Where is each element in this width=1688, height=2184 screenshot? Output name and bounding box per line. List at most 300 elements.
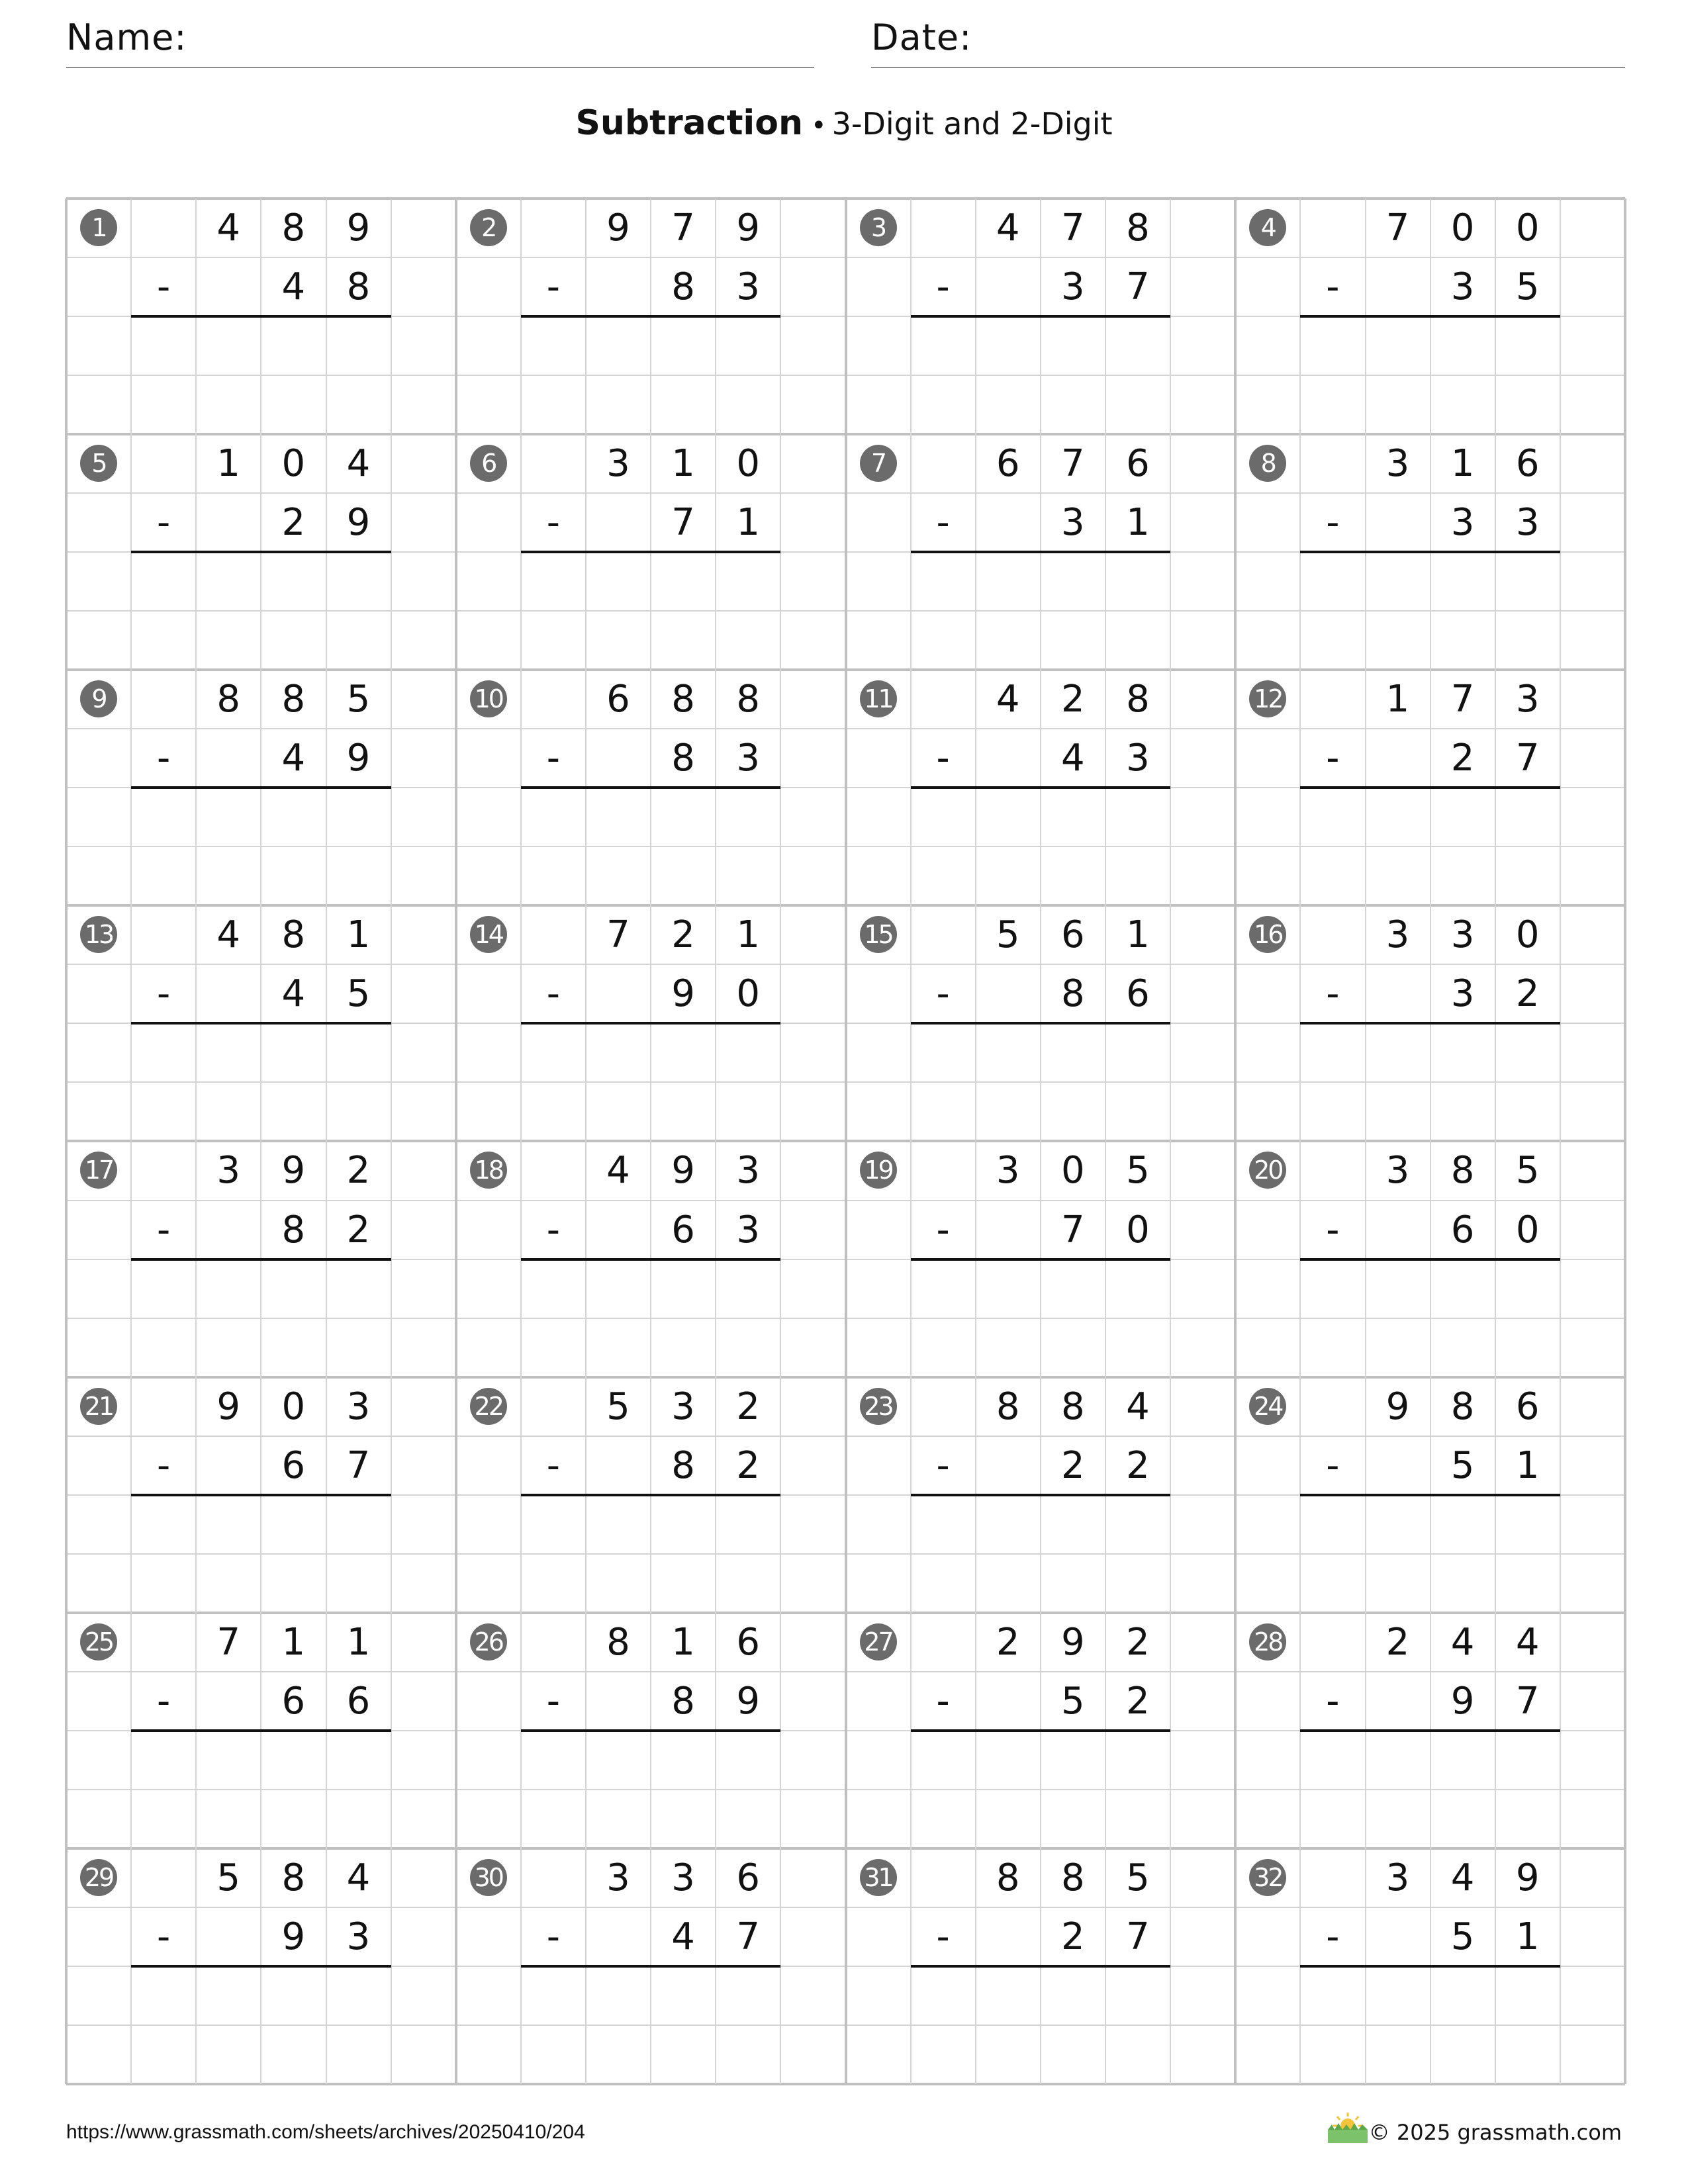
answer-cell[interactable] <box>1041 846 1105 905</box>
problem-number-badge: 18 <box>470 1152 507 1189</box>
answer-cell[interactable] <box>586 1259 651 1318</box>
answer-cell[interactable] <box>1366 1082 1430 1141</box>
answer-cell[interactable] <box>196 1023 261 1082</box>
answer-cell[interactable] <box>976 788 1041 846</box>
answer-cell[interactable] <box>1495 846 1560 905</box>
answer-cell[interactable] <box>1430 375 1495 434</box>
answer-cell[interactable] <box>976 552 1041 611</box>
answer-cell[interactable] <box>261 2025 326 2084</box>
answer-cell[interactable] <box>651 2025 716 2084</box>
answer-cell[interactable] <box>1430 1259 1495 1318</box>
answer-cell[interactable] <box>976 375 1041 434</box>
minuend-digit: 0 <box>281 1385 306 1428</box>
answer-cell[interactable] <box>586 1554 651 1613</box>
answer-cell[interactable] <box>1300 1554 1365 1613</box>
answer-cell[interactable] <box>521 552 586 611</box>
answer-cell[interactable] <box>1105 1082 1170 1141</box>
answer-cell[interactable] <box>716 1966 780 2025</box>
answer-cell[interactable] <box>911 1259 976 1318</box>
answer-cell[interactable] <box>651 1318 716 1377</box>
answer-cell[interactable] <box>261 1082 326 1141</box>
answer-cell[interactable] <box>1105 1966 1170 2025</box>
answer-cell[interactable] <box>196 1554 261 1613</box>
answer-cell[interactable] <box>716 1495 780 1554</box>
title-bullet: • <box>811 111 827 141</box>
answer-cell[interactable] <box>261 1318 326 1377</box>
answer-cell[interactable] <box>976 1318 1041 1377</box>
answer-cell[interactable] <box>196 552 261 611</box>
answer-cell[interactable] <box>521 611 586 670</box>
answer-cell[interactable] <box>1495 1023 1560 1082</box>
minus-sign: - <box>1326 1208 1340 1251</box>
minus-sign: - <box>546 1208 560 1251</box>
minuend-digit: 1 <box>1385 678 1410 721</box>
answer-cell[interactable] <box>1041 1495 1105 1554</box>
answer-cell[interactable] <box>1366 316 1430 375</box>
answer-cell[interactable] <box>976 1966 1041 2025</box>
answer-cell[interactable] <box>911 552 976 611</box>
answer-cell[interactable] <box>1041 788 1105 846</box>
answer-cell[interactable] <box>651 1966 716 2025</box>
answer-cell[interactable] <box>1495 2025 1560 2084</box>
answer-cell[interactable] <box>1041 1790 1105 1848</box>
answer-cell[interactable] <box>586 316 651 375</box>
answer-cell[interactable] <box>586 1731 651 1790</box>
answer-cell[interactable] <box>1430 1790 1495 1848</box>
answer-cell[interactable] <box>521 316 586 375</box>
answer-cell[interactable] <box>1495 1731 1560 1790</box>
answer-cell[interactable] <box>1430 1731 1495 1790</box>
answer-cell[interactable] <box>716 788 780 846</box>
answer-cell[interactable] <box>1105 1318 1170 1377</box>
answer-cell[interactable] <box>716 1318 780 1377</box>
answer-cell[interactable] <box>131 316 196 375</box>
answer-cell[interactable] <box>261 1790 326 1848</box>
answer-cell[interactable] <box>586 1495 651 1554</box>
answer-cell[interactable] <box>1041 1731 1105 1790</box>
answer-cell[interactable] <box>196 316 261 375</box>
answer-cell[interactable] <box>131 552 196 611</box>
answer-cell[interactable] <box>1366 1023 1430 1082</box>
answer-cell[interactable] <box>261 316 326 375</box>
answer-cell[interactable] <box>1430 1495 1495 1554</box>
subtrahend-digit: 8 <box>671 1443 695 1487</box>
answer-cell[interactable] <box>911 1495 976 1554</box>
answer-cell[interactable] <box>196 611 261 670</box>
answer-cell[interactable] <box>1041 1259 1105 1318</box>
answer-cell[interactable] <box>1430 846 1495 905</box>
answer-cell[interactable] <box>1105 1495 1170 1554</box>
answer-cell[interactable] <box>716 846 780 905</box>
problem-number-badge: 10 <box>470 680 507 717</box>
answer-cell[interactable] <box>1495 1554 1560 1613</box>
answer-cell[interactable] <box>326 375 391 434</box>
subtrahend-digit: 2 <box>346 1208 371 1251</box>
answer-cell[interactable] <box>911 1023 976 1082</box>
date-line[interactable] <box>871 67 1625 68</box>
answer-cell[interactable] <box>911 611 976 670</box>
problem-number-badge: 31 <box>860 1859 897 1896</box>
answer-cell[interactable] <box>196 846 261 905</box>
answer-cell[interactable] <box>326 1966 391 2025</box>
answer-cell[interactable] <box>586 846 651 905</box>
answer-cell[interactable] <box>976 1023 1041 1082</box>
minuend-digit: 2 <box>996 1620 1020 1664</box>
answer-cell[interactable] <box>976 1495 1041 1554</box>
problem-number-badge: 21 <box>80 1388 117 1425</box>
answer-cell[interactable] <box>586 1082 651 1141</box>
grid-col-line <box>65 199 68 2084</box>
answer-cell[interactable] <box>1041 1554 1105 1613</box>
answer-cell[interactable] <box>1300 552 1365 611</box>
answer-cell[interactable] <box>911 1082 976 1141</box>
title-main: Subtraction <box>575 103 803 143</box>
answer-cell[interactable] <box>261 1966 326 2025</box>
answer-cell[interactable] <box>1105 788 1170 846</box>
answer-cell[interactable] <box>1300 375 1365 434</box>
answer-cell[interactable] <box>326 552 391 611</box>
answer-cell[interactable] <box>1430 1554 1495 1613</box>
answer-cell[interactable] <box>911 316 976 375</box>
answer-cell[interactable] <box>131 1966 196 2025</box>
answer-cell[interactable] <box>261 611 326 670</box>
answer-cell[interactable] <box>1041 316 1105 375</box>
answer-cell[interactable] <box>1495 316 1560 375</box>
answer-cell[interactable] <box>1366 375 1430 434</box>
answer-cell[interactable] <box>1041 611 1105 670</box>
answer-cell[interactable] <box>261 1495 326 1554</box>
answer-cell[interactable] <box>1041 1966 1105 2025</box>
answer-cell[interactable] <box>261 1731 326 1790</box>
minuend-digit: 3 <box>216 1149 241 1193</box>
grid-col-line <box>1624 199 1626 2084</box>
answer-cell[interactable] <box>196 1259 261 1318</box>
answer-cell[interactable] <box>326 1318 391 1377</box>
answer-cell[interactable] <box>1366 1318 1430 1377</box>
answer-cell[interactable] <box>1041 1082 1105 1141</box>
answer-cell[interactable] <box>976 846 1041 905</box>
minuend-digit: 8 <box>216 678 241 721</box>
answer-cell[interactable] <box>196 1495 261 1554</box>
answer-cell[interactable] <box>651 316 716 375</box>
answer-cell[interactable] <box>131 375 196 434</box>
minuend-digit: 9 <box>1385 1385 1410 1428</box>
answer-cell[interactable] <box>1105 1790 1170 1848</box>
answer-cell[interactable] <box>716 375 780 434</box>
answer-cell[interactable] <box>911 1790 976 1848</box>
answer-cell[interactable] <box>716 1790 780 1848</box>
answer-cell[interactable] <box>651 1259 716 1318</box>
answer-cell[interactable] <box>1105 316 1170 375</box>
answer-cell[interactable] <box>716 316 780 375</box>
answer-cell[interactable] <box>911 1318 976 1377</box>
answer-cell[interactable] <box>651 788 716 846</box>
answer-cell[interactable] <box>976 2025 1041 2084</box>
answer-cell[interactable] <box>1105 611 1170 670</box>
answer-cell[interactable] <box>326 1790 391 1848</box>
answer-cell[interactable] <box>586 611 651 670</box>
answer-cell[interactable] <box>1366 2025 1430 2084</box>
answer-cell[interactable] <box>521 846 586 905</box>
answer-cell[interactable] <box>1041 552 1105 611</box>
minuend-digit: 9 <box>216 1385 241 1428</box>
answer-cell[interactable] <box>1495 1259 1560 1318</box>
answer-cell[interactable] <box>1430 1023 1495 1082</box>
answer-cell[interactable] <box>1105 1731 1170 1790</box>
answer-cell[interactable] <box>521 788 586 846</box>
answer-cell[interactable] <box>196 2025 261 2084</box>
minuend-digit: 4 <box>216 913 241 957</box>
answer-cell[interactable] <box>1105 846 1170 905</box>
answer-cell[interactable] <box>131 1318 196 1377</box>
answer-cell[interactable] <box>716 1259 780 1318</box>
name-label: Name: <box>66 17 187 58</box>
answer-cell[interactable] <box>326 1495 391 1554</box>
answer-cell[interactable] <box>1105 2025 1170 2084</box>
answer-cell[interactable] <box>1430 1966 1495 2025</box>
answer-cell[interactable] <box>1300 1082 1365 1141</box>
answer-cell[interactable] <box>586 1790 651 1848</box>
answer-cell[interactable] <box>1041 1318 1105 1377</box>
answer-cell[interactable] <box>716 552 780 611</box>
answer-cell[interactable] <box>651 1731 716 1790</box>
name-line[interactable] <box>66 67 814 68</box>
answer-cell[interactable] <box>326 1082 391 1141</box>
answer-cell[interactable] <box>1430 788 1495 846</box>
answer-cell[interactable] <box>976 1731 1041 1790</box>
answer-cell[interactable] <box>1300 1259 1365 1318</box>
subtrahend-digit: 4 <box>281 737 306 780</box>
answer-cell[interactable] <box>716 611 780 670</box>
answer-cell[interactable] <box>1366 846 1430 905</box>
subtrahend-digit: 2 <box>1450 737 1475 780</box>
answer-cell[interactable] <box>196 1731 261 1790</box>
answer-cell[interactable] <box>1366 1554 1430 1613</box>
answer-cell[interactable] <box>976 1554 1041 1613</box>
answer-cell[interactable] <box>521 1731 586 1790</box>
answer-cell[interactable] <box>1105 375 1170 434</box>
answer-cell[interactable] <box>911 2025 976 2084</box>
answer-cell[interactable] <box>1366 1731 1430 1790</box>
answer-cell[interactable] <box>196 1790 261 1848</box>
answer-cell[interactable] <box>1105 552 1170 611</box>
minus-sign: - <box>936 1208 950 1251</box>
answer-cell[interactable] <box>1430 552 1495 611</box>
answer-cell[interactable] <box>651 846 716 905</box>
answer-cell[interactable] <box>261 375 326 434</box>
answer-cell[interactable] <box>1300 2025 1365 2084</box>
answer-cell[interactable] <box>1495 552 1560 611</box>
answer-cell[interactable] <box>261 1023 326 1082</box>
answer-cell[interactable] <box>131 1731 196 1790</box>
answer-cell[interactable] <box>911 1966 976 2025</box>
problem-number-badge: 9 <box>80 680 117 717</box>
answer-cell[interactable] <box>1366 1790 1430 1848</box>
answer-cell[interactable] <box>651 1082 716 1141</box>
answer-cell[interactable] <box>326 611 391 670</box>
answer-cell[interactable] <box>131 846 196 905</box>
answer-cell[interactable] <box>326 1554 391 1613</box>
answer-cell[interactable] <box>521 1554 586 1613</box>
answer-cell[interactable] <box>521 375 586 434</box>
footer-copyright: © 2025 grassmath.com <box>1368 2120 1622 2145</box>
problem-number-badge: 2 <box>470 209 507 246</box>
answer-cell[interactable] <box>131 1259 196 1318</box>
minus-sign: - <box>936 972 950 1016</box>
answer-cell[interactable] <box>261 846 326 905</box>
answer-cell[interactable] <box>521 1966 586 2025</box>
answer-cell[interactable] <box>911 1731 976 1790</box>
answer-cell[interactable] <box>1430 611 1495 670</box>
answer-cell[interactable] <box>196 1966 261 2025</box>
answer-cell[interactable] <box>1430 1082 1495 1141</box>
subtrahend-digit: 5 <box>1450 1443 1475 1487</box>
answer-cell[interactable] <box>1105 1554 1170 1613</box>
worksheet-grid <box>66 199 1625 2084</box>
subtrahend-digit: 6 <box>281 1443 306 1487</box>
answer-cell[interactable] <box>1105 1023 1170 1082</box>
answer-cell[interactable] <box>521 1318 586 1377</box>
answer-cell[interactable] <box>1300 1495 1365 1554</box>
answer-cell[interactable] <box>1430 2025 1495 2084</box>
answer-cell[interactable] <box>1366 1259 1430 1318</box>
answer-cell[interactable] <box>1430 316 1495 375</box>
answer-cell[interactable] <box>261 788 326 846</box>
answer-cell[interactable] <box>651 611 716 670</box>
answer-cell[interactable] <box>521 1495 586 1554</box>
answer-cell[interactable] <box>651 1495 716 1554</box>
answer-cell[interactable] <box>1366 788 1430 846</box>
answer-cell[interactable] <box>1495 1790 1560 1848</box>
answer-cell[interactable] <box>1041 375 1105 434</box>
answer-cell[interactable] <box>1300 316 1365 375</box>
answer-cell[interactable] <box>131 1023 196 1082</box>
answer-cell[interactable] <box>976 316 1041 375</box>
answer-cell[interactable] <box>976 1259 1041 1318</box>
minuend-digit: 7 <box>606 913 630 957</box>
answer-cell[interactable] <box>326 788 391 846</box>
minuend-digit: 4 <box>1126 1385 1150 1428</box>
answer-cell[interactable] <box>1300 1966 1365 2025</box>
minuend-digit: 8 <box>1126 206 1150 250</box>
problem-number-badge: 15 <box>860 916 897 953</box>
answer-cell[interactable] <box>521 1259 586 1318</box>
answer-cell[interactable] <box>326 1731 391 1790</box>
answer-cell[interactable] <box>976 1790 1041 1848</box>
answer-cell[interactable] <box>716 1082 780 1141</box>
answer-cell[interactable] <box>131 1495 196 1554</box>
answer-cell[interactable] <box>131 611 196 670</box>
answer-cell[interactable] <box>1041 2025 1105 2084</box>
answer-cell[interactable] <box>1495 788 1560 846</box>
answer-cell[interactable] <box>586 788 651 846</box>
answer-cell[interactable] <box>1366 611 1430 670</box>
answer-cell[interactable] <box>1300 846 1365 905</box>
minuend-digit: 8 <box>1450 1385 1475 1428</box>
answer-cell[interactable] <box>131 1554 196 1613</box>
answer-cell[interactable] <box>1430 1318 1495 1377</box>
answer-cell[interactable] <box>196 375 261 434</box>
answer-cell[interactable] <box>261 1554 326 1613</box>
subtrahend-digit: 7 <box>1061 1208 1085 1251</box>
answer-cell[interactable] <box>1495 1318 1560 1377</box>
answer-cell[interactable] <box>131 788 196 846</box>
answer-cell[interactable] <box>1300 1318 1365 1377</box>
answer-cell[interactable] <box>911 375 976 434</box>
answer-cell[interactable] <box>1495 611 1560 670</box>
answer-cell[interactable] <box>1495 1082 1560 1141</box>
answer-cell[interactable] <box>586 2025 651 2084</box>
answer-cell[interactable] <box>326 316 391 375</box>
problem-number-badge: 26 <box>470 1623 507 1661</box>
problem-number-badge: 8 <box>1249 445 1286 482</box>
answer-cell[interactable] <box>1300 611 1365 670</box>
minuend-digit: 3 <box>606 442 630 486</box>
answer-cell[interactable] <box>326 2025 391 2084</box>
answer-cell[interactable] <box>651 1790 716 1848</box>
answer-cell[interactable] <box>651 1023 716 1082</box>
minuend-digit: 0 <box>1450 206 1475 250</box>
answer-cell[interactable] <box>521 1790 586 1848</box>
answer-cell[interactable] <box>326 846 391 905</box>
answer-cell[interactable] <box>1495 1966 1560 2025</box>
answer-cell[interactable] <box>651 1554 716 1613</box>
answer-cell[interactable] <box>586 375 651 434</box>
answer-cell[interactable] <box>521 1023 586 1082</box>
answer-cell[interactable] <box>521 1082 586 1141</box>
answer-cell[interactable] <box>911 788 976 846</box>
answer-cell[interactable] <box>1041 1023 1105 1082</box>
answer-cell[interactable] <box>976 1082 1041 1141</box>
answer-cell[interactable] <box>1366 1966 1430 2025</box>
answer-cell[interactable] <box>131 1082 196 1141</box>
answer-cell[interactable] <box>911 846 976 905</box>
answer-cell[interactable] <box>716 1023 780 1082</box>
answer-cell[interactable] <box>196 788 261 846</box>
answer-cell[interactable] <box>1300 1790 1365 1848</box>
answer-cell[interactable] <box>1366 552 1430 611</box>
answer-cell[interactable] <box>716 1731 780 1790</box>
answer-cell[interactable] <box>1105 1259 1170 1318</box>
answer-cell[interactable] <box>651 552 716 611</box>
answer-cell[interactable] <box>326 1259 391 1318</box>
answer-cell[interactable] <box>326 1023 391 1082</box>
answer-cell[interactable] <box>1495 375 1560 434</box>
answer-cell[interactable] <box>586 1966 651 2025</box>
answer-cell[interactable] <box>1366 1495 1430 1554</box>
answer-cell[interactable] <box>131 2025 196 2084</box>
answer-cell[interactable] <box>131 1790 196 1848</box>
answer-cell[interactable] <box>1300 1023 1365 1082</box>
answer-cell[interactable] <box>651 375 716 434</box>
answer-cell[interactable] <box>1300 788 1365 846</box>
answer-cell[interactable] <box>586 1023 651 1082</box>
answer-cell[interactable] <box>261 552 326 611</box>
answer-cell[interactable] <box>1495 1495 1560 1554</box>
answer-cell[interactable] <box>716 2025 780 2084</box>
answer-cell[interactable] <box>911 1554 976 1613</box>
answer-cell[interactable] <box>521 2025 586 2084</box>
answer-cell[interactable] <box>196 1318 261 1377</box>
answer-cell[interactable] <box>716 1554 780 1613</box>
answer-cell[interactable] <box>586 1318 651 1377</box>
answer-cell[interactable] <box>196 1082 261 1141</box>
answer-cell[interactable] <box>586 552 651 611</box>
answer-cell[interactable] <box>1300 1731 1365 1790</box>
answer-cell[interactable] <box>261 1259 326 1318</box>
answer-cell[interactable] <box>976 611 1041 670</box>
minuend-digit: 4 <box>346 1856 371 1899</box>
